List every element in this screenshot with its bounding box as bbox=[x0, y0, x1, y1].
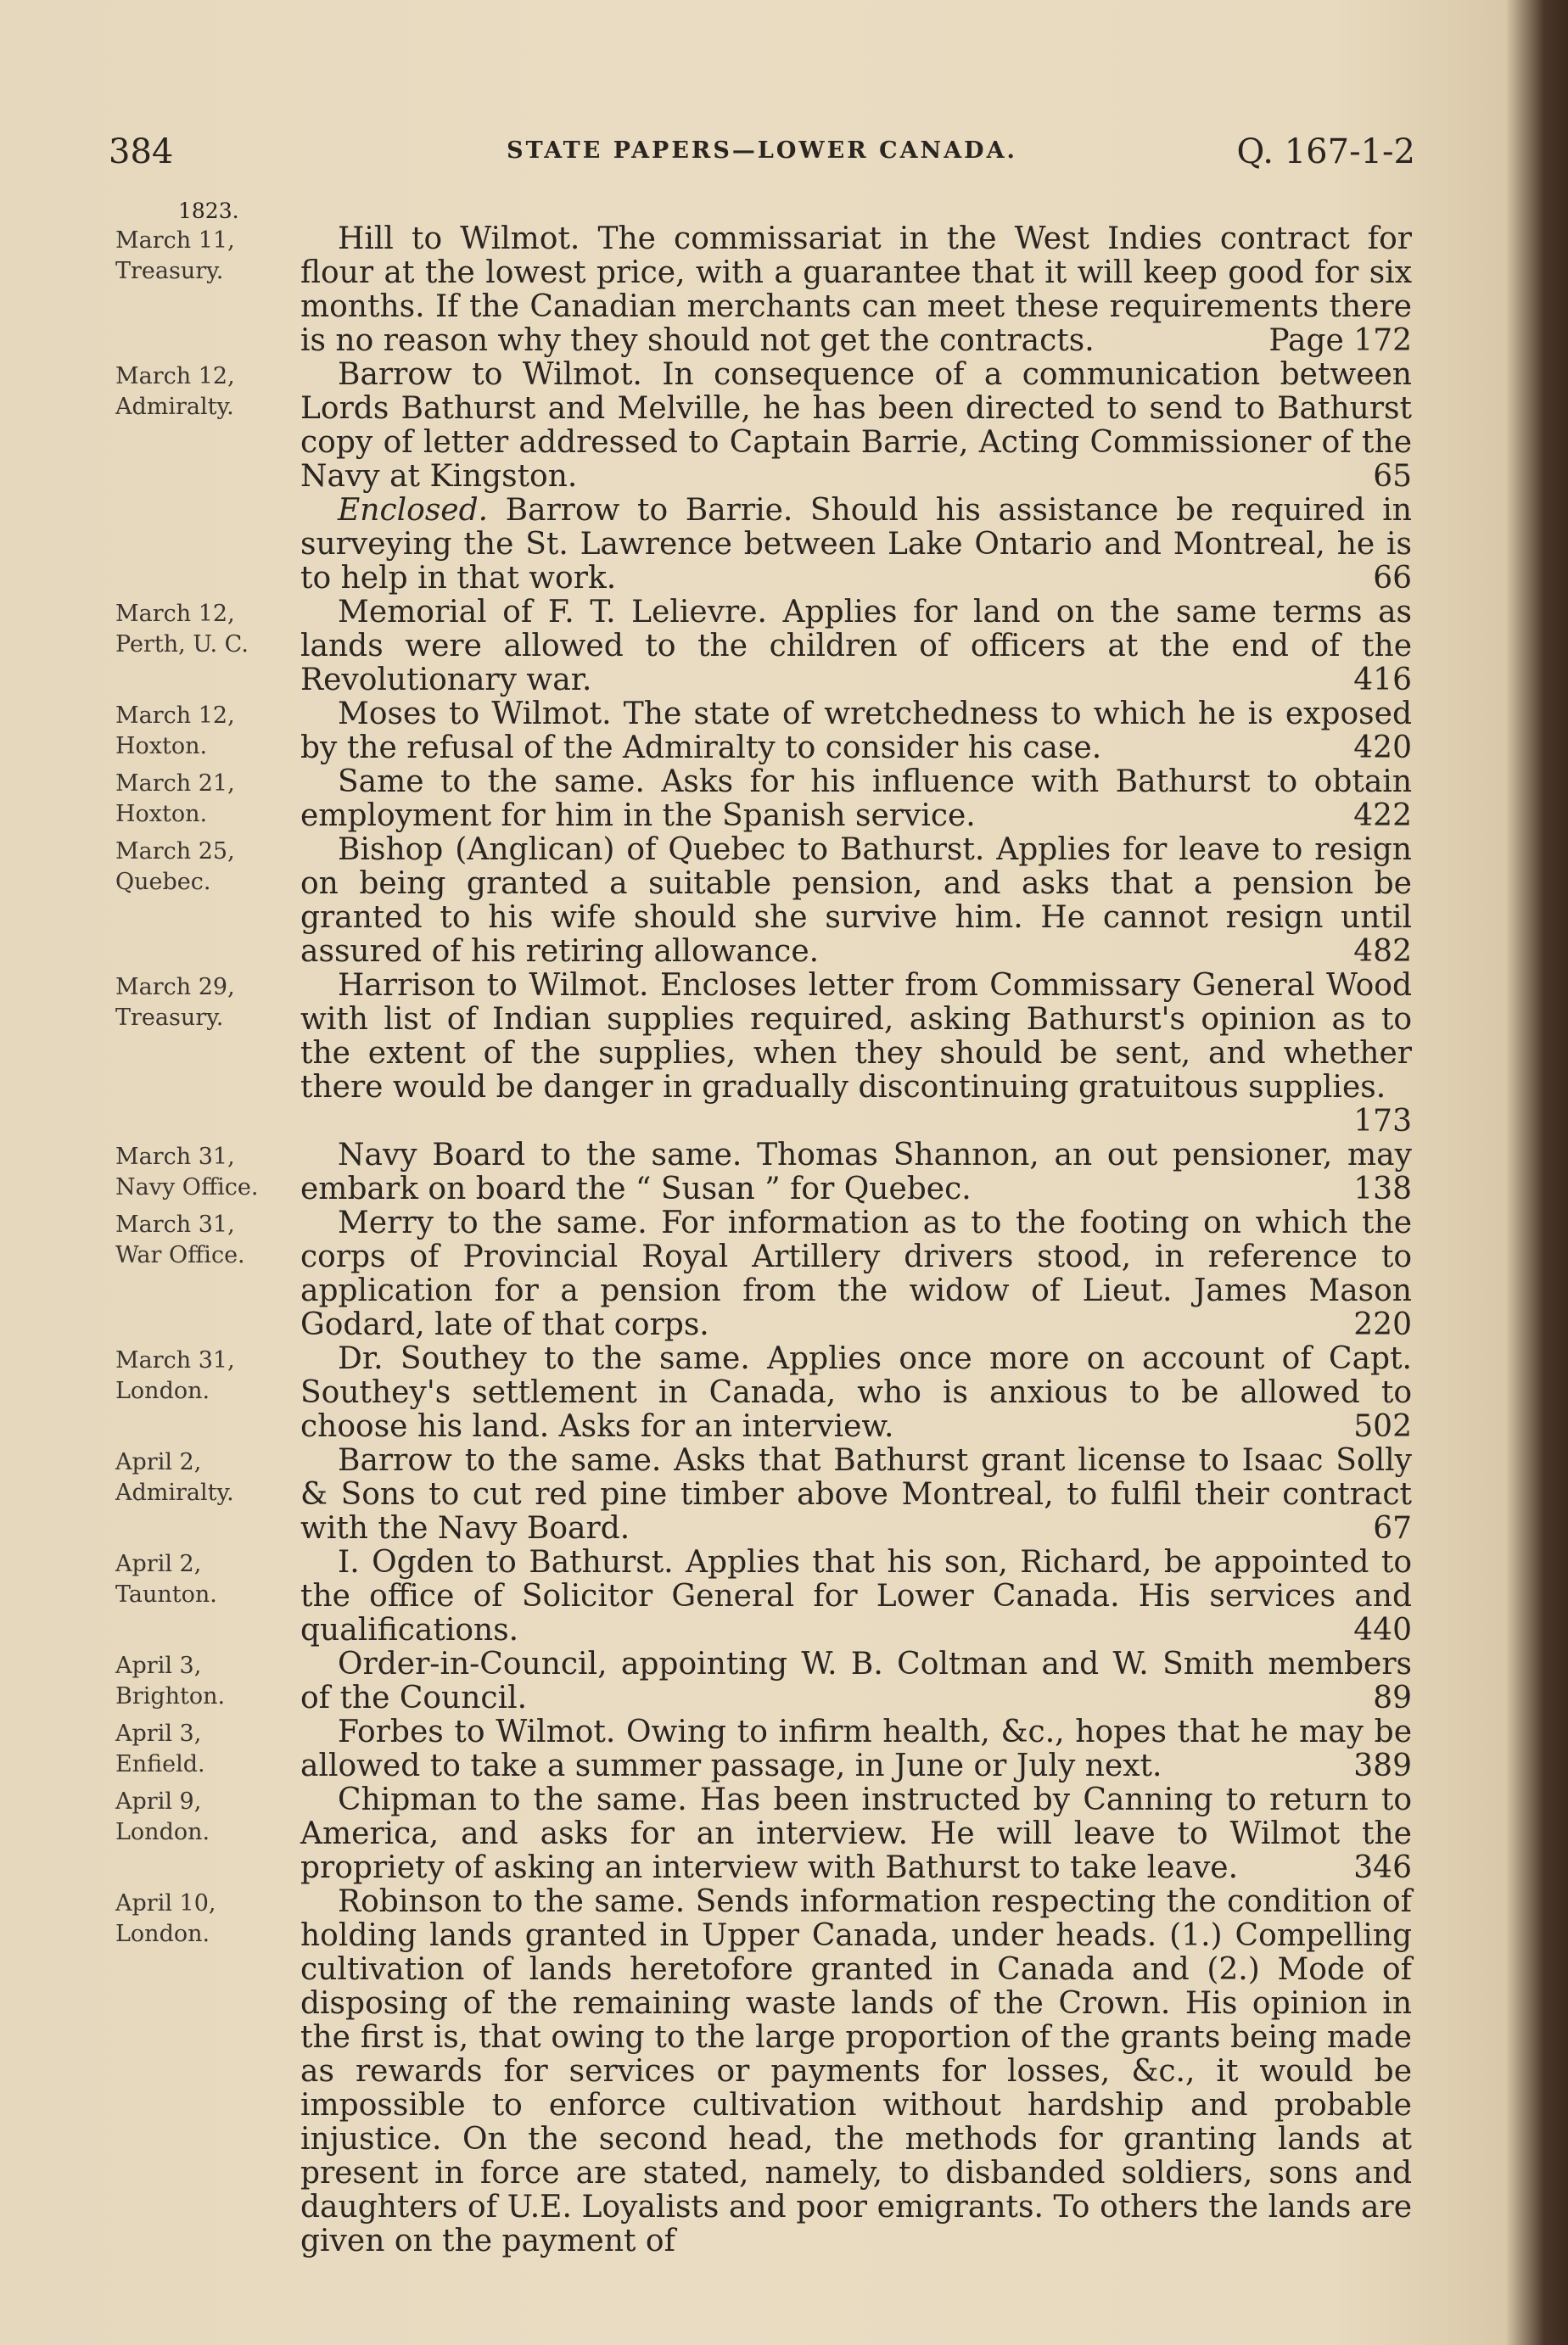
entry-place: Perth, U. C. bbox=[115, 631, 249, 658]
entry-page: 440 bbox=[1353, 1613, 1412, 1648]
entry-date: April 2, bbox=[115, 1449, 202, 1475]
list-item bbox=[115, 1444, 1414, 1546]
entry-text: Moses to Wilmot. The state of wretchedness to which he is exposed by the refusal of the Admiralty to consider his case. bbox=[300, 697, 1412, 765]
margin-note bbox=[115, 837, 302, 898]
entry-text: Hill to Wilmot. The commissariat in the West Indies contract for flour at the lowest price, with a guarantee that it will keep good for six months. If the Canadian merchants can meet these requirements there is no reason why they should not get the contracts. bbox=[300, 221, 1412, 358]
running-title: STATE PAPERS—LOWER CANADA. bbox=[507, 137, 1017, 164]
enclosed-label: Enclosed. bbox=[338, 493, 489, 528]
entry-text: Memorial of F. T. Lelievre. Applies for land on the same terms as lands were allowed to the children of officers at the end of the Revolutionary war. bbox=[300, 595, 1412, 697]
margin-note bbox=[115, 1142, 302, 1203]
entry-text: Dr. Southey to the same. Applies once more on account of Capt. Southey's settlement in Canada, who is anxious to be allowed to choose his land. Asks for an interview. bbox=[300, 1341, 1412, 1444]
entry-page: 220 bbox=[1353, 1307, 1412, 1342]
entry-text: Navy Board to the same. Thomas Shannon, an out pensioner, may embark on board the “ Susan ” for Quebec. bbox=[300, 1138, 1412, 1206]
entry-text: Chipman to the same. Has been instructed by Canning to return to America, and asks for an interview. He will leave to Wilmot the propriety of asking an interview with Bathurst to take leave. bbox=[300, 1783, 1412, 1885]
entry-page: 482 bbox=[1353, 934, 1412, 969]
entry-text: Harrison to Wilmot. Encloses letter from Commissary General Wood with list of Indian supplies required, asking Bathurst's opinion as to the extent of the supplies, when they should be sent, and whether there would be danger in gradually discontinuing gratuitous supplies. bbox=[300, 968, 1412, 1105]
entry-place: Admiralty. bbox=[115, 1480, 234, 1506]
list-item bbox=[115, 1648, 1414, 1715]
list-item bbox=[115, 222, 1414, 358]
entry-place: Enfield. bbox=[115, 1751, 205, 1777]
entry-date: March 25, bbox=[115, 838, 235, 865]
margin-note bbox=[115, 1651, 302, 1712]
list-item bbox=[115, 1139, 1414, 1206]
entry-place: Hoxton. bbox=[115, 733, 208, 759]
entry-date: April 2, bbox=[115, 1551, 202, 1577]
entry-text: Merry to the same. For information as to the footing on which the corps of Provincial Royal Artillery drivers stood, in reference to application for a pension from the widow of Lieut. James Mason Godard, late of that corps. bbox=[300, 1206, 1412, 1342]
entry-page: 65 bbox=[1373, 459, 1412, 494]
entry-place: Treasury. bbox=[115, 258, 224, 284]
entry-text: Bishop (Anglican) of Quebec to Bathurst. Applies for leave to resign on being granted a suitable pension, and asks that a pension be granted to his wife should she survive him. He cannot resign until assured of his retiring allowance. bbox=[300, 832, 1412, 969]
entry-text: I. Ogden to Bathurst. Applies that his son, Richard, be appointed to the office of Solicitor General for Lower Canada. His services and qualifications. bbox=[300, 1545, 1412, 1648]
entry-date: April 9, bbox=[115, 1788, 202, 1815]
margin-note bbox=[115, 1346, 302, 1407]
list-item bbox=[115, 1546, 1414, 1648]
list-item bbox=[115, 1783, 1414, 1885]
margin-note bbox=[115, 769, 302, 830]
enclosed-page: 66 bbox=[1373, 561, 1412, 596]
entry-place: Hoxton. bbox=[115, 801, 208, 827]
margin-note bbox=[115, 1719, 302, 1780]
entry-place: War Office. bbox=[115, 1242, 245, 1268]
entry-page: 346 bbox=[1353, 1850, 1412, 1885]
entry-page: 173 bbox=[1353, 1104, 1412, 1139]
entry-place: Treasury. bbox=[115, 1005, 224, 1031]
margin-note bbox=[115, 1549, 302, 1610]
enclosed-text: Barrow to Barrie. Should his assistance be required in surveying the St. Lawrence between Lake Ontario and Montreal, he is to help in that work. bbox=[300, 493, 1412, 596]
list-item bbox=[115, 969, 1414, 1139]
list-item bbox=[115, 697, 1414, 765]
reference-number: Q. 167-1-2 bbox=[1236, 132, 1415, 171]
entry-text: Forbes to Wilmot. Owing to infirm health, &c., hopes that he may be allowed to take a summer passage, in June or July next. bbox=[300, 1715, 1412, 1783]
entry-date: March 12, bbox=[115, 601, 235, 627]
margin-note bbox=[115, 701, 302, 762]
entry-page: 389 bbox=[1353, 1749, 1412, 1783]
list-item bbox=[115, 1885, 1414, 2258]
entry-page: 422 bbox=[1353, 798, 1412, 833]
entry-date: March 12, bbox=[115, 363, 235, 389]
entry-place: Brighton. bbox=[115, 1683, 226, 1710]
entry-place: London. bbox=[115, 1819, 210, 1845]
entry-date: March 12, bbox=[115, 702, 235, 729]
entry-date: March 29, bbox=[115, 974, 235, 1000]
entry-place: London. bbox=[115, 1378, 210, 1404]
year-label: 1823. bbox=[178, 199, 239, 223]
margin-note bbox=[115, 599, 302, 660]
margin-note bbox=[115, 1210, 302, 1271]
entry-date: March 31, bbox=[115, 1347, 235, 1374]
entry-place: Navy Office. bbox=[115, 1174, 259, 1200]
list-item bbox=[115, 833, 1414, 969]
entry-place: London. bbox=[115, 1921, 210, 1947]
entries-list bbox=[115, 222, 1414, 2258]
list-item bbox=[115, 1715, 1414, 1783]
entry-date: March 31, bbox=[115, 1212, 235, 1238]
entry-date: April 10, bbox=[115, 1890, 216, 1917]
page-number: 384 bbox=[109, 132, 174, 171]
entry-place: Taunton. bbox=[115, 1581, 217, 1608]
entry-text: Robinson to the same. Sends information respecting the condition of holding lands granted in Upper Canada, under heads. (1.) Compelling cultivation of lands heretofore granted in Canada and (2.) Mode of disposing of the remaining waste lands of the Crown. His opinion in the first is, that owing to the large proportion of the grants being made as rewards for services or payments for losses, &c., it would be impossible to enforce cultivation without hardship and probable injustice. On the second head, the methods for granting lands at present in force are stated, namely, to disbanded soldiers, sons and daughters of U.E. Loyalists and poor emigrants. To others the lands are given on the payment of bbox=[300, 1884, 1412, 2258]
entry-date: April 3, bbox=[115, 1721, 202, 1747]
entry-page: 416 bbox=[1353, 663, 1412, 697]
entry-date: March 31, bbox=[115, 1144, 235, 1170]
margin-note bbox=[115, 361, 302, 423]
entry-page: Page 172 bbox=[1268, 323, 1412, 358]
entry-text: Same to the same. Asks for his influence with Bathurst to obtain employment for him in the Spanish service. bbox=[300, 764, 1412, 833]
entry-place: Quebec. bbox=[115, 869, 211, 895]
entry-text: Barrow to the same. Asks that Bathurst grant license to Isaac Solly & Sons to cut red pine timber above Montreal, to fulfil their contract with the Navy Board. bbox=[300, 1443, 1412, 1546]
margin-note bbox=[115, 972, 302, 1033]
entry-page: 138 bbox=[1353, 1172, 1412, 1206]
margin-note bbox=[115, 226, 302, 287]
list-item bbox=[115, 1342, 1414, 1444]
entry-page: 67 bbox=[1373, 1511, 1412, 1546]
list-item bbox=[115, 765, 1414, 833]
page-header bbox=[109, 127, 1415, 178]
entry-date: March 21, bbox=[115, 770, 235, 797]
entry-place: Admiralty. bbox=[115, 394, 234, 420]
entry-text: Order-in-Council, appointing W. B. Coltman and W. Smith members of the Council. bbox=[300, 1647, 1412, 1715]
entry-date: March 11, bbox=[115, 227, 235, 254]
entry-date: April 3, bbox=[115, 1653, 202, 1679]
list-item bbox=[115, 1206, 1414, 1342]
entry-page: 502 bbox=[1353, 1409, 1412, 1444]
entry-page: 89 bbox=[1373, 1681, 1412, 1715]
margin-note bbox=[115, 1889, 302, 1950]
entry-page: 420 bbox=[1353, 730, 1412, 765]
list-item bbox=[115, 596, 1414, 697]
list-item bbox=[115, 358, 1414, 596]
margin-note bbox=[115, 1447, 302, 1508]
margin-note bbox=[115, 1787, 302, 1848]
entry-text: Barrow to Wilmot. In consequence of a communication between Lords Bathurst and Melville, he has been directed to send to Bathurst copy of letter addressed to Captain Barrie, Acting Commissioner of the Navy at Kingston. bbox=[300, 357, 1412, 494]
